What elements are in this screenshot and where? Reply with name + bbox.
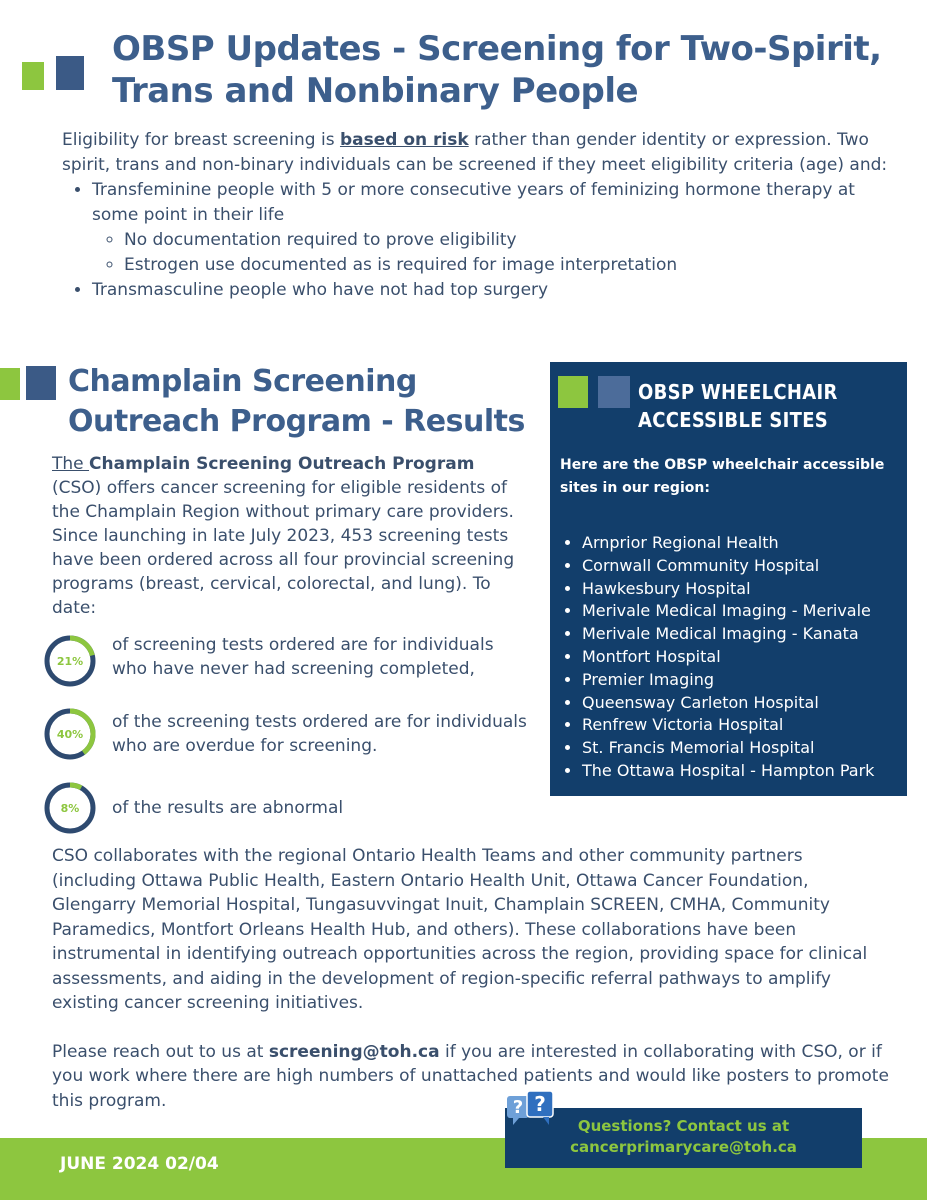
contact-lead: Please reach out to us at (52, 1041, 269, 1062)
site-item: • The Ottawa Hospital - Hampton Park (582, 760, 927, 783)
progress-ring-icon (42, 633, 98, 689)
stat-percent: 40% (56, 728, 84, 741)
cso-title: Champlain Screening Outreach Program - Results (68, 364, 525, 439)
based-on-risk-link[interactable]: based on risk (339, 130, 469, 150)
accent-square-green (22, 62, 44, 90)
accent-square-green (558, 376, 588, 408)
site-item: • Montfort Hospital (582, 646, 927, 669)
progress-ring-icon (42, 780, 98, 836)
question-bubbles-icon (505, 1090, 557, 1130)
wheelchair-sites-panel (550, 362, 907, 796)
intro-text-start: Eligibility for breast screening is (62, 130, 340, 150)
accent-square-green (0, 368, 20, 400)
accent-square-navy (26, 366, 56, 400)
contact-paragraph (52, 1040, 892, 1114)
stat-percent: 21% (56, 655, 84, 668)
page-title: OBSP Updates - Screening for Two-Spirit, Trans and Nonbinary People (112, 29, 882, 111)
list-item: ◦ No documentation required to prove eligibility (124, 228, 892, 253)
svg-text:?: ? (512, 1097, 524, 1118)
stat-text: of screening tests ordered are for individuals who have never had screening completed, (112, 635, 494, 679)
site-item: • Queensway Carleton Hospital (582, 692, 927, 715)
site-item: • Merivale Medical Imaging - Merivale (582, 600, 927, 623)
progress-ring-icon (42, 706, 98, 762)
stat-percent: 8% (60, 802, 80, 815)
accent-square-navy (56, 56, 84, 90)
eligibility-list (62, 178, 892, 303)
screening-email-link[interactable]: screening@toh.ca (268, 1041, 440, 1062)
list-item: • Transmasculine people who have not had top surgery (92, 278, 892, 303)
contact-line: Questions? Contact us at (577, 1117, 790, 1135)
stat-item (42, 633, 522, 693)
stat-text: of the results are abnormal (112, 798, 344, 818)
site-item: • St. Francis Memorial Hospital (582, 737, 927, 760)
cso-program-name: Champlain Screening Outreach Program (89, 454, 475, 474)
footer-date: JUNE 2024 02/04 (60, 1154, 219, 1174)
contact-rest: if you are interested in collaborating with CSO, or if you work where there are high numbers of unattached patients and would like posters to promote this program. (52, 1041, 889, 1111)
cso-paragraph (52, 452, 522, 620)
bullet-text: Transfeminine people with 5 or more consecutive years of feminizing hormone therapy at some point in their life (92, 180, 855, 225)
cso-lead: The (52, 454, 90, 474)
stat-text: of the screening tests ordered are for individuals who are overdue for screening. (112, 712, 527, 756)
intro-section (62, 128, 892, 303)
site-item: • Cornwall Community Hospital (582, 555, 927, 578)
intro-text-end: rather than gender identity or expression. Two spirit, trans and non-binary individuals can be screened if they meet eligibility criteria (age) and: (62, 130, 888, 175)
contact-email-link[interactable]: cancerprimarycare@toh.ca (570, 1138, 797, 1156)
site-item: • Renfrew Victoria Hospital (582, 714, 927, 737)
collaboration-section (52, 844, 892, 1113)
panel-title-line: ACCESSIBLE SITES (638, 408, 829, 432)
panel-title (638, 378, 898, 434)
site-item: • Hawkesbury Hospital (582, 578, 927, 601)
intro-paragraph (62, 128, 892, 178)
contact-box (505, 1108, 862, 1168)
accent-square-blue (598, 376, 630, 408)
list-item: ◦ Estrogen use documented as is required for image interpretation (124, 253, 892, 278)
panel-title-line: OBSP WHEELCHAIR (638, 380, 838, 404)
sub-list (92, 228, 892, 278)
stat-item (42, 706, 527, 766)
site-item: • Merivale Medical Imaging - Kanata (582, 623, 927, 646)
list-item (92, 178, 892, 278)
panel-intro: Here are the OBSP wheelchair accessible sites in our region: (560, 457, 885, 496)
site-item: • Premier Imaging (582, 669, 927, 692)
svg-text:?: ? (534, 1092, 546, 1116)
collaboration-paragraph: CSO collaborates with the regional Ontario Health Teams and other community partners (including Ottawa Public Health, Eastern Ontario Health Unit, Ottawa Cancer Foundation, Glengarry Memorial Hospital, Tungasuvvingat Inuit, Champlain SCREEN, CMHA, Community Paramedics, Montfort Orleans Health Hub, and others). These collaborations have been instrumental in identifying outreach opportunities across the region, providing space for clinical assessments, and aiding in the development of region-specific referral pathways to amplify existing cancer screening initiatives. (52, 846, 868, 1013)
site-item: • Arnprior Regional Health (582, 532, 927, 555)
stat-item (42, 780, 522, 840)
sites-list (560, 532, 927, 783)
cso-text: (CSO) offers cancer screening for eligible residents of the Champlain Region without primary care providers. Since launching in late July 2023, 453 screening tests have been ordered across all four provincial screening programs (breast, cervical, colorectal, and lung). To date: (52, 478, 515, 618)
